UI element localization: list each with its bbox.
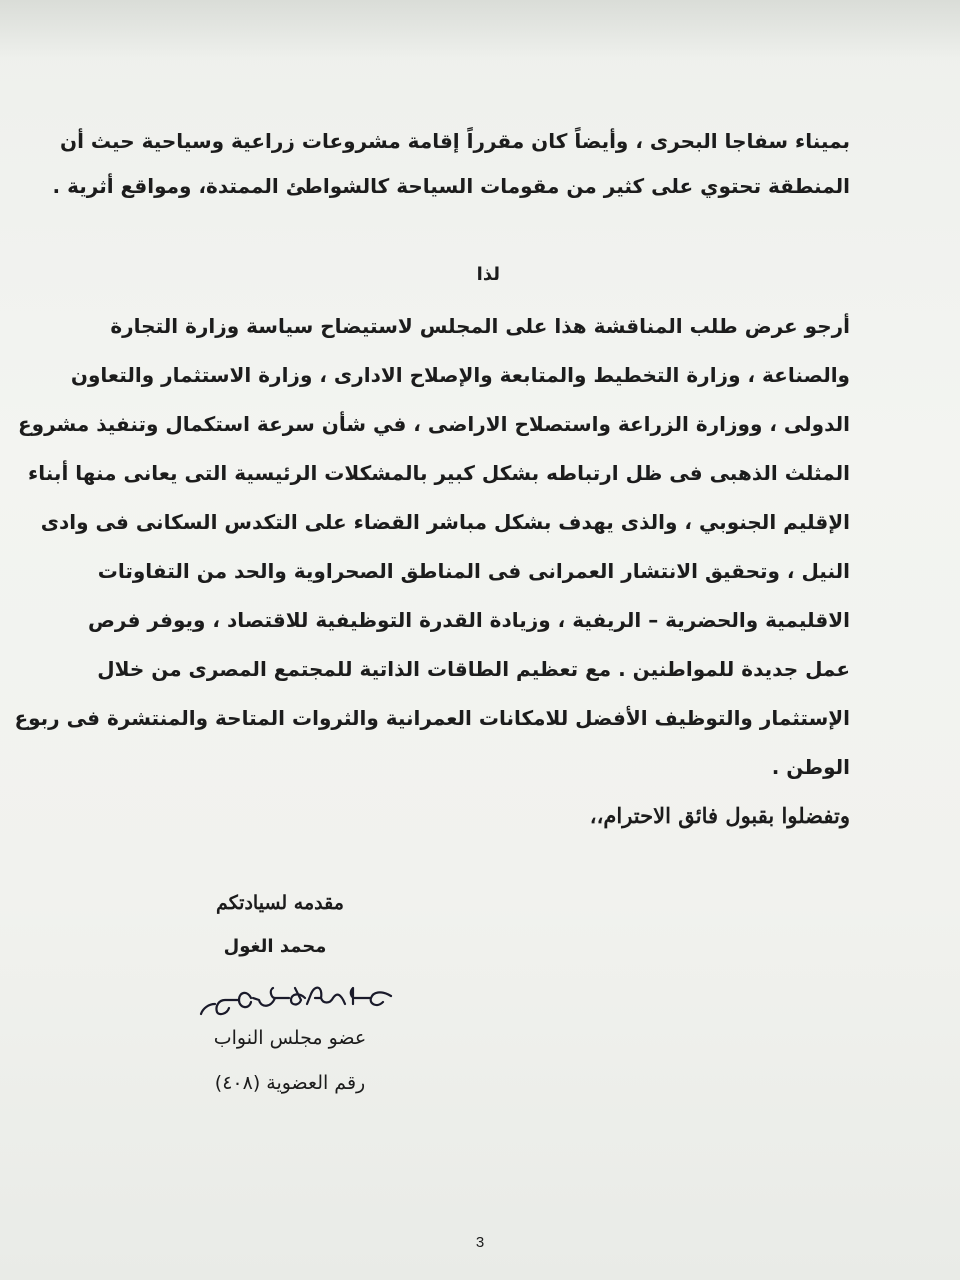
closing-salutation: وتفضلوا بقبول فائق الاحترام،، [589,803,850,828]
intro-line-2: المنطقة تحتوي على كثير من مقومات السياحة كالشواطئ الممتدة، ومواقع أثرية . [52,174,850,198]
body-line-10: الوطن . [771,755,850,779]
body-line-4: المثلث الذهبى فى ظل ارتباطه بشكل كبير بالمشكلات الرئيسية التى يعانى منها أبناء [28,461,850,485]
body-line-5: الإقليم الجنوبي ، والذى يهدف بشكل مباشر القضاء على التكدس السكانى فى وادى [40,510,850,534]
page-number: 3 [475,1234,485,1251]
presenter-label: مقدمه لسيادتكم [216,892,344,914]
body-line-6: النيل ، وتحقيق الانتشار العمرانى فى المناطق الصحراوية والحد من التفاوتات [97,559,850,583]
body-line-1: أرجو عرض طلب المناقشة هذا على المجلس لاستيضاح سياسة وزارة التجارة [110,314,850,338]
scan-shadow [0,0,960,60]
section-heading: لذا [476,264,500,285]
body-line-9: الإستثمار والتوظيف الأفضل للامكانات العمرانية والثروات المتاحة والمنتشرة فى ربوع [14,706,850,730]
member-name: محمد الغول [223,936,327,957]
body-line-7: الاقليمية والحضرية – الريفية ، وزيادة القدرة التوظيفية للاقتصاد ، ويوفر فرص [88,608,850,632]
body-line-8: عمل جديدة للمواطنين . مع تعظيم الطاقات الذاتية للمجتمع المصرى من خلال [97,657,850,681]
handwritten-signature [195,968,395,1020]
intro-line-1: بميناء سفاجا البحرى ، وأيضاً كان مقرراً إقامة مشروعات زراعية وسياحية حيث أن [60,129,850,153]
member-role: عضو مجلس النواب [213,1027,367,1049]
membership-number: رقم العضوية (٤٠٨) [214,1072,366,1094]
body-line-2: والصناعة ، وزارة التخطيط والمتابعة والإصلاح الادارى ، وزارة الاستثمار والتعاون [70,363,850,387]
body-line-3: الدولى ، ووزارة الزراعة واستصلاح الاراضى ، في شأن سرعة استكمال وتنفيذ مشروع [17,412,850,436]
